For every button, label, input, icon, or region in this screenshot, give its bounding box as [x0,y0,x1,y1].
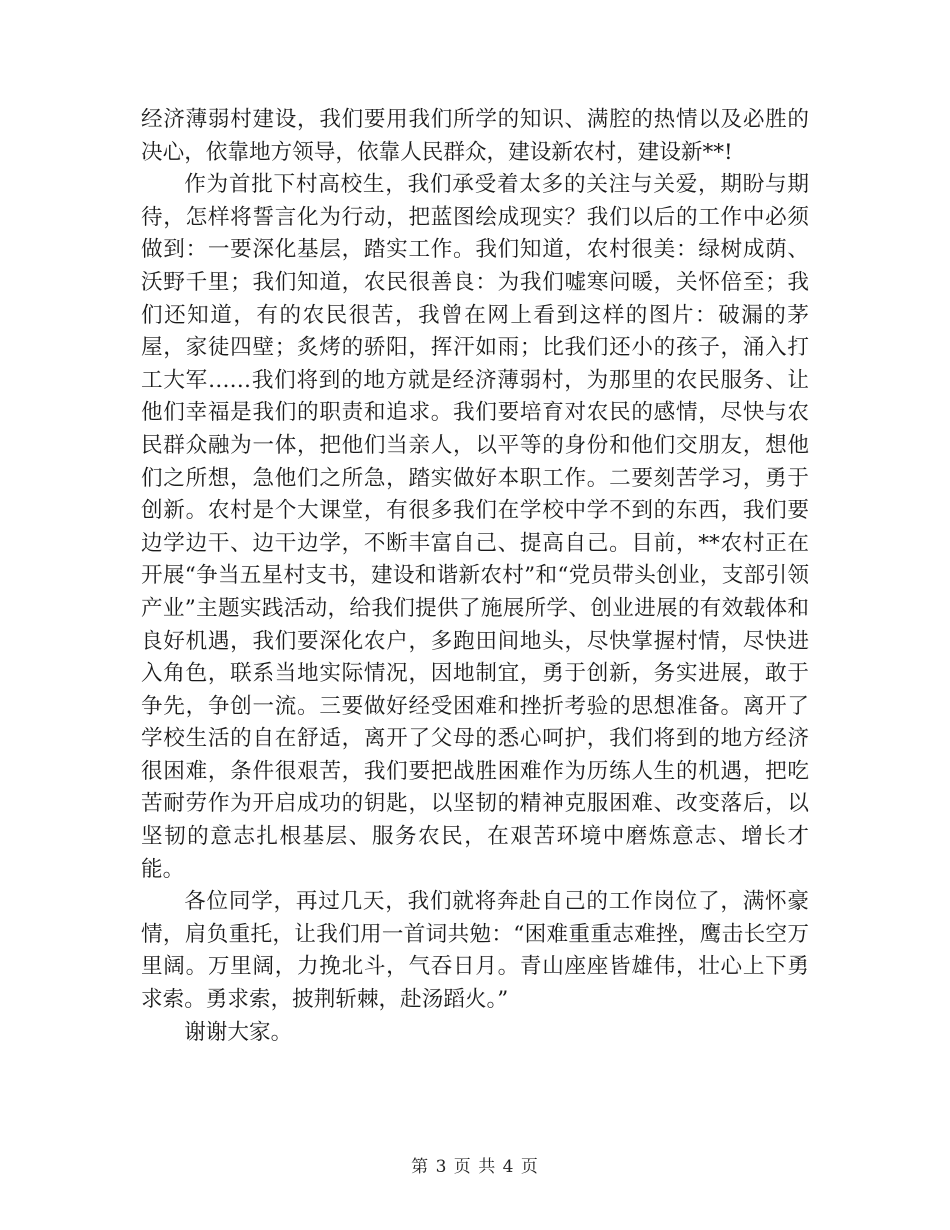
paragraph-4: 谢谢大家。 [184,1019,293,1045]
page-number-footer: 第 3 页 共 4 页 [411,1157,539,1177]
paragraph-2: 作为首批下村高校生，我们承受着太多的关注与关爱，期盼与期待，怎样将誓言化为行动，把蓝图绘成现实？我们以后的工作中必须做到：一要深化基层，踏实工作。我们知道，农村很美：绿树成荫、沃野千里；我们知道，农民很善良：为我们嘘寒问暖，关怀倍至；我们还知道，有的农民很苦，我曾在网上看到这样的图片：破漏的茅屋，家徒四壁；炙烤的骄阳，挥汗如雨；比我们还小的孩子，涌入打工大军……我们将到的地方就是经济薄弱村，为那里的农民服务、让他们幸福是我们的职责和追求。我们要培育对农民的感情，尽快与农民群众融为一体，把他们当亲人，以平等的身份和他们交朋友，想他们之所想，急他们之所急，踏实做好本职工作。二要刻苦学习，勇于创新。农村是个大课堂，有很多我们在学校中学不到的东西，我们要边学边干、边干边学，不断丰富自己、提高自己。目前，**农村正在开展“争当五星村支书，建设和谐新农村”和“党员带头创业，支部引领产业”主题实践活动，给我们提供了施展所学、创业进展的有效载体和良好机遇，我们要深化农户，多跑田间地头，尽快掌握村情，尽快进入角色，联系当地实际情况，因地制宜，勇于创新，务实进展，敢于争先，争创一流。三要做好经受困难和挫折考验的思想准备。离开了学校生活的自在舒适，离开了父母的悉心呵护，我们将到的地方经济很困难，条件很艰苦，我们要把战胜困难作为历练人生的机遇，把吃苦耐劳作为开启成功的钥匙，以坚韧的精神克服困难、改变落后，以坚韧的意志扎根基层、服务农民，在艰苦环境中磨炼意志、增长才能。 [141,172,809,882]
paragraph-1: 经济薄弱村建设，我们要用我们所学的知识、满腔的热情以及必胜的决心，依靠地方领导，依靠人民群众，建设新农村，建设新**! [141,107,809,165]
document-body [141,104,809,1049]
paragraph-3: 各位同学，再过几天，我们就将奔赴自己的工作岗位了，满怀豪情，肩负重托，让我们用一首词共勉：“困难重重志难挫，鹰击长空万里阔。万里阔，力挽北斗，气吞日月。青山座座皆雄伟，壮心上下勇求索。勇求索，披荆斩棘，赴汤蹈火。” [141,889,809,1013]
